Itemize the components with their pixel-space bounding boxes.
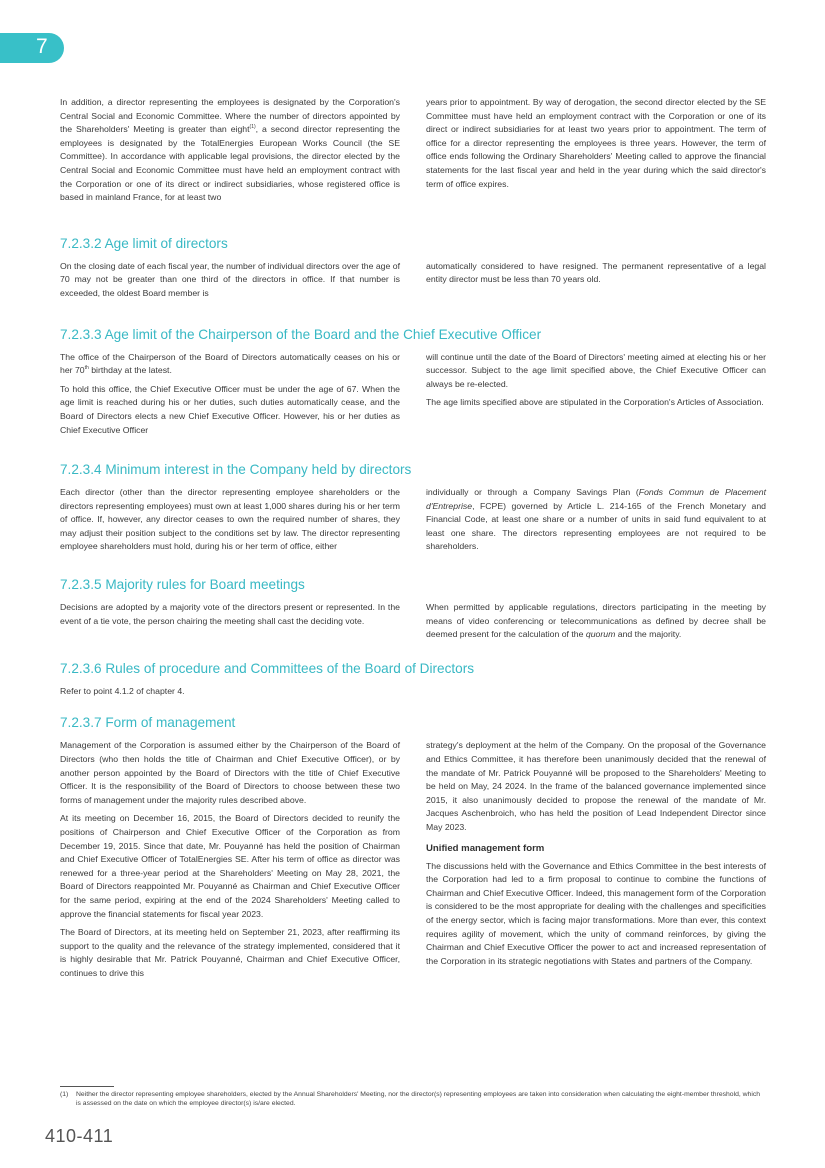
paragraph: The age limits specified above are stipulated in the Corporation's Articles of Association. xyxy=(426,397,764,408)
paragraph: When permitted by applicable regulations, directors participating in the meeting by means of video conferencing or telecommunications as defined by decree shall be deemed present for the calculation of the quorum and the majority. xyxy=(426,602,766,640)
paragraph: automatically considered to have resigned. The permanent representative of a legal entity director must be less than 70 years old. xyxy=(426,260,766,285)
section-minimum-interest xyxy=(60,462,766,559)
paragraph: To hold this office, the Chief Executive Officer must be under the age of 67. When the age limit is reached during his or her duties, such duties automatically cease, and the Board of Directors elects a new Chief Executive Officer. However, his or her duties as Chief Executive Officer xyxy=(60,383,400,435)
paragraph: Decisions are adopted by a majority vote of the directors present or represented. In the event of a tie vote, the person chairing the meeting shall cast the deciding vote. xyxy=(60,602,400,626)
paragraph: The Board of Directors, at its meeting held on September 21, 2023, after reaffirming its support to the quality and the relevance of the strategy implemented, considered that it is highly desirable that Mr. Patrick Pouyanné, Chairman and Chief Executive Officer, continues to drive this xyxy=(60,927,400,978)
intro-right-paragraph: years prior to appointment. By way of derogation, the second director elected by the SE Committee must have held an employment contract with the Corporation or one of its direct or indirect subsidiaries for at least two years prior to appointment. The term of office for a director representing the employees is three years. However, the term of office ends following the Ordinary Shareholders' Meeting called to approve the financial statements for the last fiscal year and held in the year during which the said director's term of office expires. xyxy=(426,97,766,189)
chapter-number: 7 xyxy=(36,35,48,58)
paragraph: will continue until the date of the Board of Directors' meeting aimed at electing his or her successor. Subject to the age limit specified above, the Chief Executive Officer can always be re-elected. xyxy=(426,351,766,389)
paragraph: On the closing date of each fiscal year, the number of individual directors over the age of 70 may not be greater than one third of the directors in office. If that number is exceeded, the oldest Board member is xyxy=(60,260,400,298)
section-heading: 7.2.3.6 Rules of procedure and Committees of the Board of Directors xyxy=(60,660,475,676)
page-content xyxy=(60,96,766,986)
paragraph: strategy's deployment at the helm of the Company. On the proposal of the Governance and Ethics Committee, it has therefore been unanimously decided that the renewal of the mandate of Mr. Patrick Pouyanné will be proposed to the Shareholders' Meeting to be held on May, 24 2024. In the frame of the balanced governance implemented since 2015, it also unanimously decided to propose the renewal of the mandate of Mr. Jacques Aschenbroich, who has held the position of Lead Independent Director since May 2023. xyxy=(426,740,766,832)
footnote-number: (1) xyxy=(60,1091,69,1098)
section-age-limit-chair-ceo xyxy=(60,327,766,443)
section-heading: 7.2.3.5 Majority rules for Board meetings xyxy=(60,577,305,593)
paragraph: Refer to point 4.1.2 of chapter 4. xyxy=(60,685,185,696)
paragraph: At its meeting on December 16, 2015, the Board of Directors decided to reunify the positions of Chairperson and Chief Executive Officer of the Corporation as from December 19, 2015. Since that date, Mr. Pouyanné has held the position of Chairman and Chief Executive Officer of TotalEnergies SE. After his term of office as director was renewed for a three-year period at the Shareholders' Meeting on May 28, 2021, the Board of Directors reappointed Mr. Pouyanné as Chairman and Chief Executive Officer for the same period, expiring at the end of the 2024 Shareholders' Meeting called to approve the financial statements for fiscal year 2023. xyxy=(60,813,400,919)
paragraph: Each director (other than the director representing employee shareholders or the directors representing employees) must own at least 1,000 shares during his or her term of office. If, however, any director ceases to own the required number of shares, they may adjust their position subject to the conditions set by law. The director representing employee shareholders must hold, during his or her term of office, either xyxy=(60,487,400,552)
subheading: Unified management form xyxy=(426,842,545,854)
section-form-of-management xyxy=(60,715,766,985)
footnote xyxy=(60,1090,766,1108)
section-heading: 7.2.3.2 Age limit of directors xyxy=(60,235,228,251)
paragraph: The discussions held with the Governance and Ethics Committee in the best interests of the Corporation had led to a firm proposal to continue to combine the functions of Chairman and Chief Executive Officer. Indeed, this management form of the Corporation is considered to be the most appropriate for dealing with the challenges and specificities of the energy sector, which is facing major transformations. More than ever, this context requires agility of movement, which the unity of command reinforces, by giving the Chairman and Chief Executive Officer the power to act and increased representation of the Corporation in its strategic negotiations with States and partners of the Company. xyxy=(426,860,766,966)
intro-columns xyxy=(60,96,766,210)
chapter-tab xyxy=(0,33,64,63)
footnote-divider xyxy=(60,1086,114,1087)
paragraph: The office of the Chairperson of the Board of Directors automatically ceases on his or her 70th birthday at the latest. xyxy=(60,351,400,376)
section-rules-of-procedure xyxy=(60,661,766,699)
section-heading: 7.2.3.4 Minimum interest in the Company held by directors xyxy=(60,462,412,478)
page-number: 410-411 xyxy=(45,1126,114,1146)
paragraph: individually or through a Company Savings Plan (Fonds Commun de Placement d'Entreprise, FCPE) governed by Article L. 214-165 of the French Monetary and Financial Code, at least one share or a number of units in said fund equivalent to at least one share. The directors representing employees are not required to be shareholders. xyxy=(426,487,766,552)
footnote-text: Neither the director representing employee shareholders, elected by the Annual Shareholders' Meeting, nor the director(s) representing employees are taken into consideration when calculating the eight-member threshold, which is assessed on the date on which the employee director(s) is/are elected. xyxy=(76,1091,761,1107)
section-heading: 7.2.3.3 Age limit of the Chairperson of the Board and the Chief Executive Officer xyxy=(60,326,542,342)
section-age-limit-directors xyxy=(60,236,766,306)
intro-left-paragraph: In addition, a director representing the employees is designated by the Corporation's Central Social and Economic Committee. Where the number of directors appointed by the Shareholders' Meeting is greater than eight$^{(1)}$, a second director representing the employees is designated by the TotalEnergies European Works Council (the SE Committee). In accordance with applicable legal provisions, the director elected by the Central Social and Economic Committee must have held an employment contract with the Corporation or one of its direct or indirect subsidiaries, whose registered office is based in mainland France, for at least two xyxy=(60,97,400,203)
section-majority-rules xyxy=(60,577,766,647)
section-heading: 7.2.3.7 Form of management xyxy=(60,715,236,731)
paragraph: Management of the Corporation is assumed either by the Chairperson of the Board of Directors (who then holds the title of Chairman and Chief Executive Officer), or by another person appointed by the Board of Directors with the title of Chief Executive Officer. It is the responsibility of the Board of Directors to choose between these two forms of management under the majority rules described above. xyxy=(60,740,400,805)
